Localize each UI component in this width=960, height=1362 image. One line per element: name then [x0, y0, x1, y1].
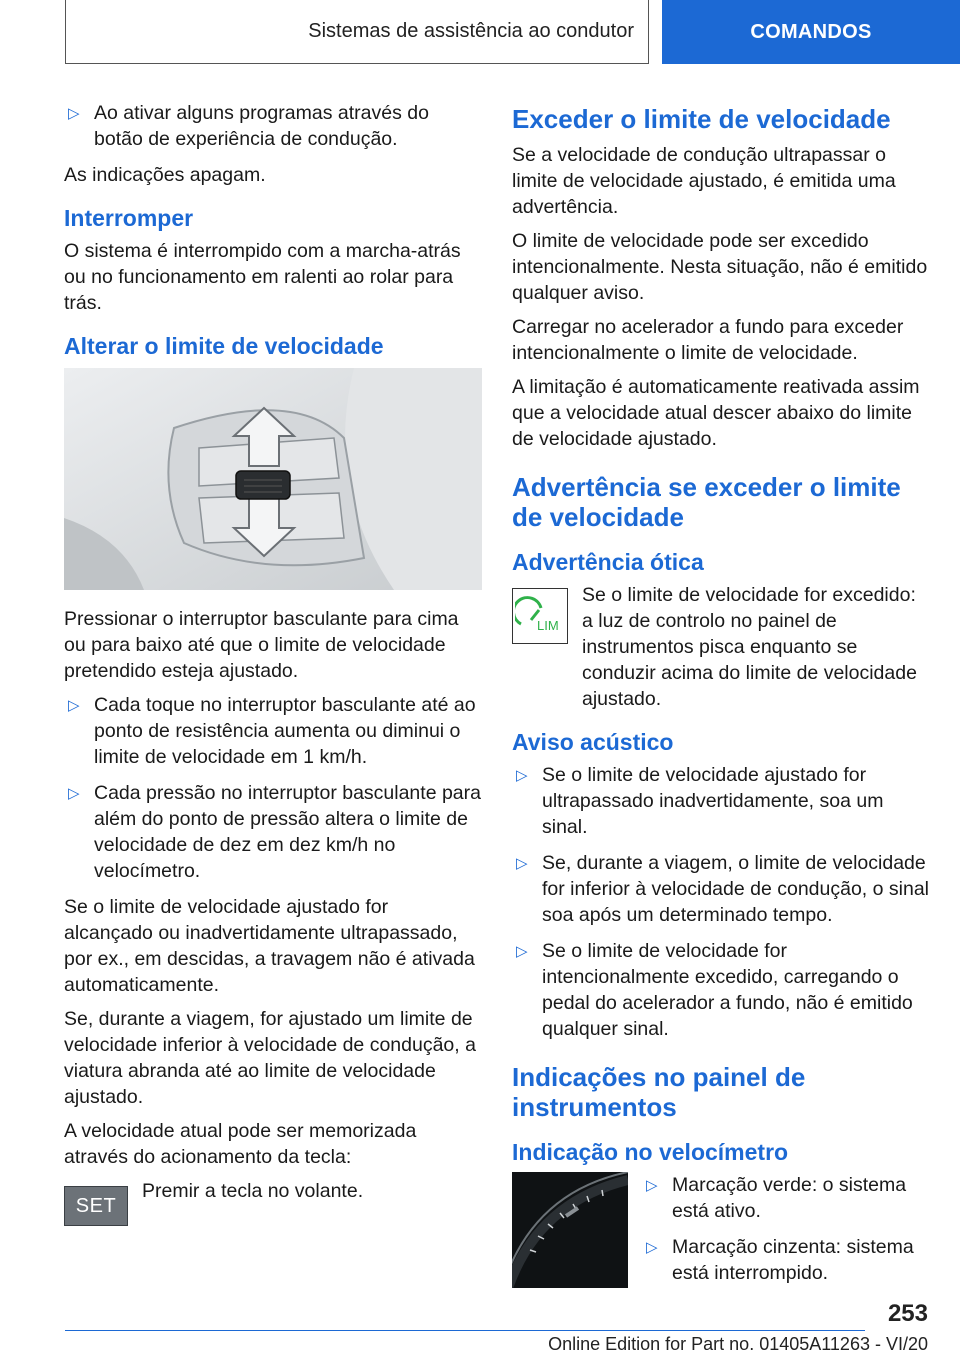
- steering-wheel-switch-photo: [64, 368, 482, 590]
- triangle-bullet-icon: ▷: [68, 697, 80, 714]
- paragraph: Carregar no acelerador a fundo para exceder intencionalmente o limite de velocidade.: [512, 316, 904, 364]
- triangle-bullet-icon: ▷: [68, 785, 80, 802]
- header-chapter-tab: [662, 0, 960, 64]
- rocker-bullet-list: [64, 692, 482, 884]
- set-key-row: [64, 1178, 482, 1226]
- paragraph: A limitação é automaticamente reativada assim que a velocidade atual descer abaixo do limite de velocidade ajustado.: [512, 376, 920, 450]
- lim-indicator-label: LIM: [537, 618, 559, 633]
- lim-indicator-icon: [512, 588, 568, 644]
- speedometer-row: [512, 1172, 930, 1304]
- paragraph: A velocidade atual pode ser memorizada através do acionamento da tecla:: [64, 1120, 417, 1168]
- list-item: ▷ Se, durante a viagem, o limite de velocidade for inferior à velocidade de condução, o sinal soa após um determinado tempo.: [516, 852, 929, 926]
- list-item: ▷ Cada toque no interruptor basculante até ao ponto de resistência aumenta ou diminui o limite de velocidade em 1 km/h.: [68, 694, 476, 768]
- paragraph: Premir a tecla no volante.: [142, 1180, 364, 1202]
- triangle-bullet-icon: ▷: [68, 105, 80, 122]
- list-item: ▷ Marcação verde: o sistema está ativo.: [646, 1174, 907, 1222]
- heading-alterar-limite: Alterar o limite de velocidade: [64, 333, 384, 359]
- heading-velocimetro: Indicação no velocímetro: [512, 1139, 789, 1165]
- left-column: [64, 100, 482, 1234]
- lim-warning-row: [512, 582, 930, 712]
- triangle-bullet-icon: ▷: [516, 943, 528, 960]
- paragraph: O sistema é interrompido com a marcha-atrás ou no funcionamento em ralenti ao rolar para trás.: [64, 240, 461, 314]
- paragraph: Se o limite de velocidade ajustado for alcançado ou inadvertidamente ultrapassado, por ex., em descidas, a travagem não é ativada automaticamente.: [64, 896, 475, 996]
- heading-aviso-acustico: Aviso acústico: [512, 729, 674, 755]
- triangle-bullet-icon: ▷: [646, 1239, 658, 1256]
- page-number: 253: [887, 1300, 928, 1327]
- set-key-icon: [64, 1186, 128, 1226]
- paragraph: As indicações apagam.: [64, 164, 266, 186]
- right-column: [512, 100, 930, 1312]
- paragraph: Se a velocidade de condução ultrapassar o limite de velocidade ajustado, é emitida uma advertência.: [512, 144, 896, 218]
- set-key-label: SET: [75, 1194, 117, 1217]
- list-item: ▷ Cada pressão no interruptor basculante para além do ponto de pressão altera o limite de velocidade de dez em dez km/h no velocímetro.: [68, 782, 481, 882]
- header-chapter-title: COMANDOS: [750, 20, 872, 43]
- paragraph: Se, durante a viagem, for ajustado um limite de velocidade inferior à velocidade de condução, a viatura abranda até ao limite de velocidade ajustado.: [64, 1008, 476, 1108]
- triangle-bullet-icon: ▷: [646, 1177, 658, 1194]
- heading-exceder-limite: Exceder o limite de velocidade: [512, 104, 891, 134]
- triangle-bullet-icon: ▷: [516, 855, 528, 872]
- heading-advertencia: Advertência se exceder o limite de velocidade: [512, 472, 901, 532]
- paragraph: O limite de velocidade pode ser excedido intencionalmente. Nesta situação, não é emitido qualquer aviso.: [512, 230, 928, 304]
- paragraph: Pressionar o interruptor basculante para cima ou para baixo até que o limite de velocidade pretendido esteja ajustado.: [64, 608, 459, 682]
- top-bullet-list: [64, 100, 482, 152]
- paragraph: Se o limite de velocidade for excedido: a luz de controlo no painel de instrumentos pisca enquanto se conduzir acima do limite de velocidade ajustado.: [582, 584, 917, 710]
- header-section-title: Sistemas de assistência ao condutor: [308, 20, 634, 42]
- footer-divider: [65, 1330, 865, 1331]
- speedometer-image: [512, 1172, 628, 1288]
- heading-interromper: Interromper: [64, 205, 194, 231]
- list-item: ▷ Ao ativar alguns programas através do botão de experiência de condução.: [68, 102, 429, 150]
- footer-edition: Online Edition for Part no. 01405A11263 - VI/20: [548, 1334, 928, 1354]
- acoustic-bullet-list: [512, 762, 930, 1042]
- heading-indicacoes: Indicações no painel de instrumentos: [512, 1062, 806, 1122]
- heading-advertencia-otica: Advertência ótica: [512, 549, 704, 575]
- rocker-switch-illustration: [64, 368, 482, 590]
- triangle-bullet-icon: ▷: [516, 767, 528, 784]
- list-item: ▷ Se o limite de velocidade for intencionalmente excedido, carregando o pedal do acelerador a fundo, não é emitido qualquer sinal.: [516, 940, 913, 1040]
- speedometer-bullet-list: [642, 1172, 930, 1296]
- header-section-box: [65, 0, 649, 64]
- list-item: ▷ Marcação cinzenta: sistema está interrompido.: [646, 1236, 914, 1284]
- list-item: ▷ Se o limite de velocidade ajustado for ultrapassado inadvertidamente, soa um sinal.: [516, 764, 884, 838]
